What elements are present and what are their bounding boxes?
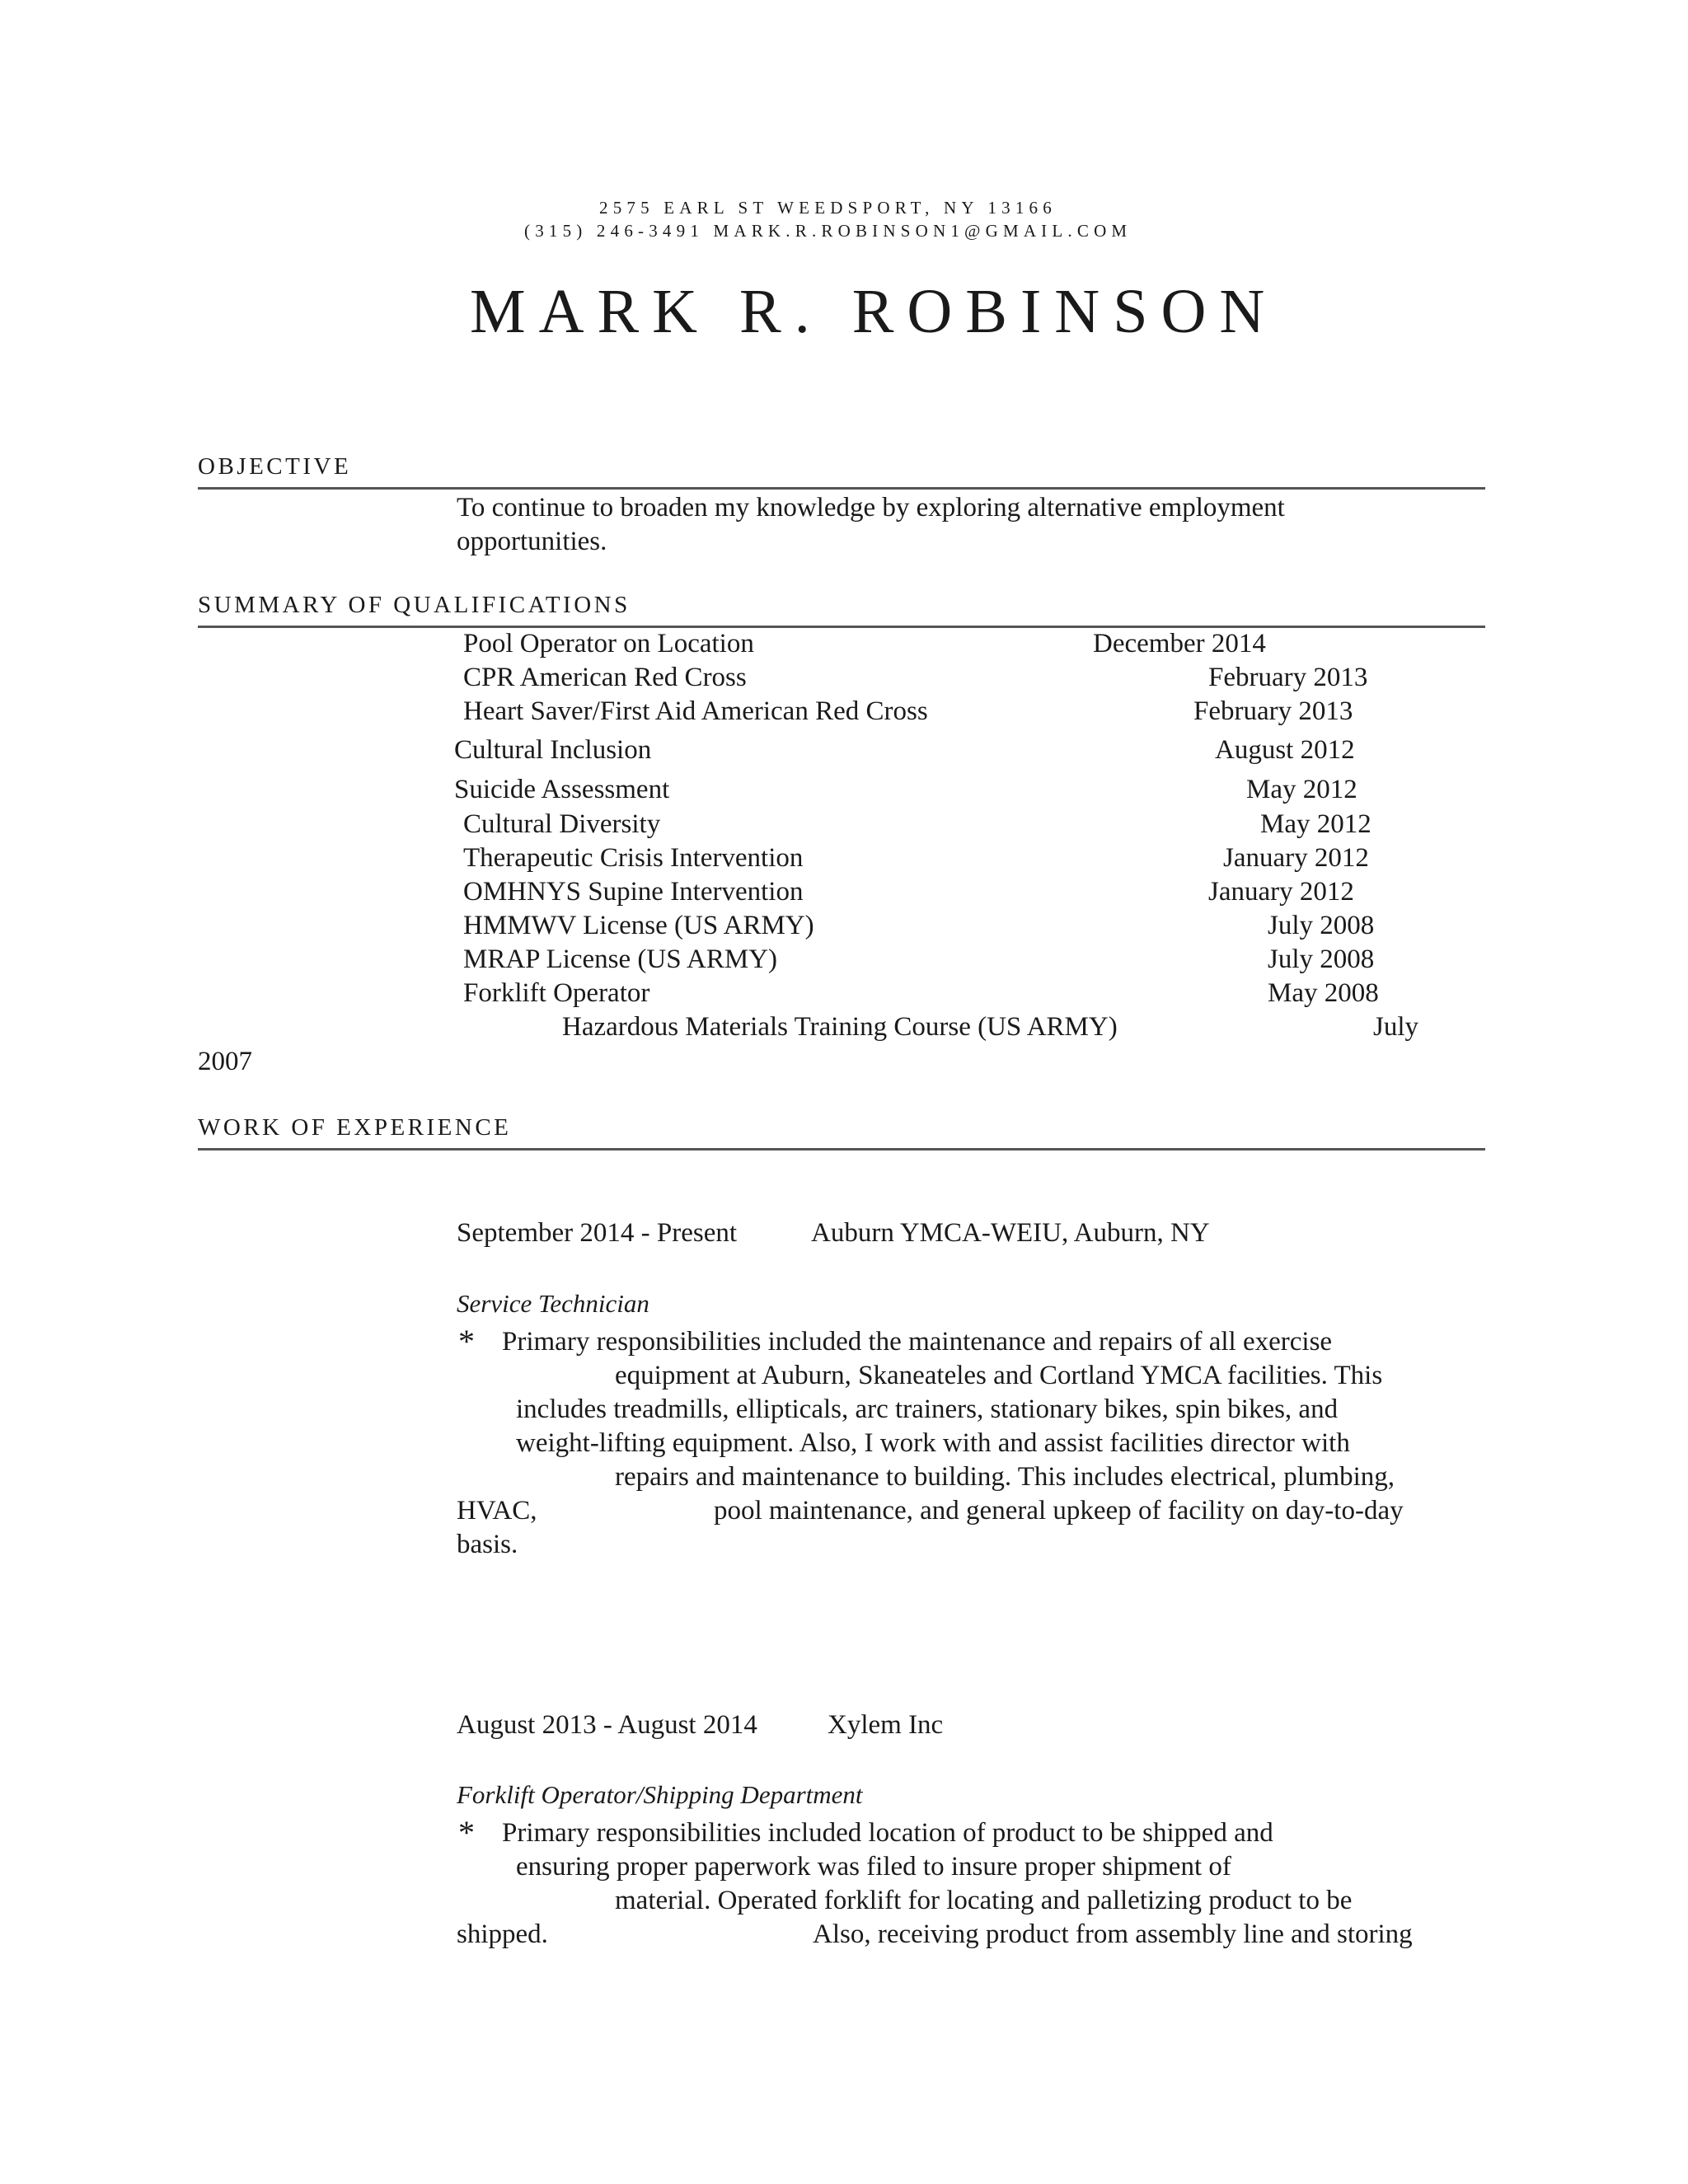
job-line: repairs and maintenance to building. This includes electrical, plumbing,: [615, 1462, 1395, 1492]
job-line: HVAC,: [457, 1496, 537, 1526]
qualification-date: February 2013: [1193, 696, 1353, 726]
job-dates: September 2014 - Present: [457, 1218, 738, 1248]
qualification-title: CPR American Red Cross: [463, 663, 747, 692]
qualification-date: May 2012: [1260, 809, 1372, 839]
job-line: Primary responsibilities included location of product to be shipped and: [502, 1818, 1273, 1848]
qualification-date: May 2008: [1268, 978, 1379, 1008]
objective-line: To continue to broaden my knowledge by exploring alternative employment: [457, 493, 1285, 523]
qualification-date: May 2012: [1246, 775, 1357, 804]
qualification-date: July 2008: [1268, 911, 1375, 940]
experience-heading: WORK OF EXPERIENCE: [198, 1114, 512, 1141]
job-title: Forklift Operator/Shipping Department: [457, 1780, 863, 1809]
qualifications-divider: [198, 626, 1485, 628]
job-line: Also, receiving product from assembly line and storing: [813, 1919, 1413, 1949]
qualification-title: OMHNYS Supine Intervention: [463, 877, 804, 907]
qualification-title: Therapeutic Crisis Intervention: [463, 843, 804, 873]
qualification-date: January 2012: [1223, 843, 1369, 873]
job-line: material. Operated forklift for locating and palletizing product to be: [615, 1886, 1353, 1915]
job-line: equipment at Auburn, Skaneateles and Cortland YMCA facilities. This: [615, 1361, 1383, 1390]
experience-divider: [198, 1148, 1485, 1151]
qualification-date-wrap: 2007: [198, 1047, 252, 1076]
objective-heading: OBJECTIVE: [198, 453, 352, 480]
job-line: includes treadmills, ellipticals, arc trainers, stationary bikes, spin bikes, and: [516, 1394, 1339, 1424]
job-line: weight-lifting equipment. Also, I work with and assist facilities director with: [516, 1428, 1350, 1458]
qualification-title: Pool Operator on Location: [463, 629, 754, 658]
objective-line: opportunities.: [457, 527, 607, 556]
job-line: basis.: [457, 1530, 518, 1559]
qualification-date: February 2013: [1208, 663, 1368, 692]
qualification-title: Cultural Diversity: [463, 809, 661, 839]
qualification-title: Forklift Operator: [463, 978, 650, 1008]
qualification-title: Heart Saver/First Aid American Red Cross: [463, 696, 928, 726]
bullet-asterisk: *: [458, 1323, 475, 1360]
job-line: pool maintenance, and general upkeep of facility on day-to-day: [714, 1496, 1404, 1526]
job-line: Primary responsibilities included the maintenance and repairs of all exercise: [502, 1327, 1333, 1357]
qualification-title: HMMWV License (US ARMY): [463, 911, 814, 940]
job-dates: August 2013 - August 2014: [457, 1710, 757, 1740]
job-employer: Xylem Inc: [828, 1710, 944, 1740]
job-employer: Auburn YMCA-WEIU, Auburn, NY: [811, 1218, 1210, 1248]
qualification-title: Cultural Inclusion: [454, 735, 652, 765]
qualification-date: December 2014: [1093, 629, 1266, 658]
qualification-date: July: [1373, 1012, 1419, 1042]
qualification-date: July 2008: [1268, 944, 1375, 974]
bullet-asterisk: *: [458, 1814, 475, 1851]
job-line: ensuring proper paperwork was filed to insure proper shipment of: [516, 1852, 1231, 1882]
qualification-title: MRAP License (US ARMY): [463, 944, 778, 974]
qualification-date: January 2012: [1208, 877, 1354, 907]
qualification-title: Hazardous Materials Training Course (US ARMY): [562, 1012, 1118, 1042]
page-title: MARK R. ROBINSON: [470, 277, 1278, 346]
contact-address: 2575 EARL ST WEEDSPORT, NY 13166: [599, 198, 1057, 218]
qualifications-heading: SUMMARY OF QUALIFICATIONS: [198, 592, 631, 618]
qualification-title: Suicide Assessment: [454, 775, 670, 804]
job-line: shipped.: [457, 1919, 548, 1949]
job-title: Service Technician: [457, 1289, 649, 1318]
contact-phone-email: (315) 246-3491 MARK.R.ROBINSON1@GMAIL.COM: [524, 221, 1132, 241]
objective-divider: [198, 487, 1485, 490]
qualification-date: August 2012: [1215, 735, 1355, 765]
